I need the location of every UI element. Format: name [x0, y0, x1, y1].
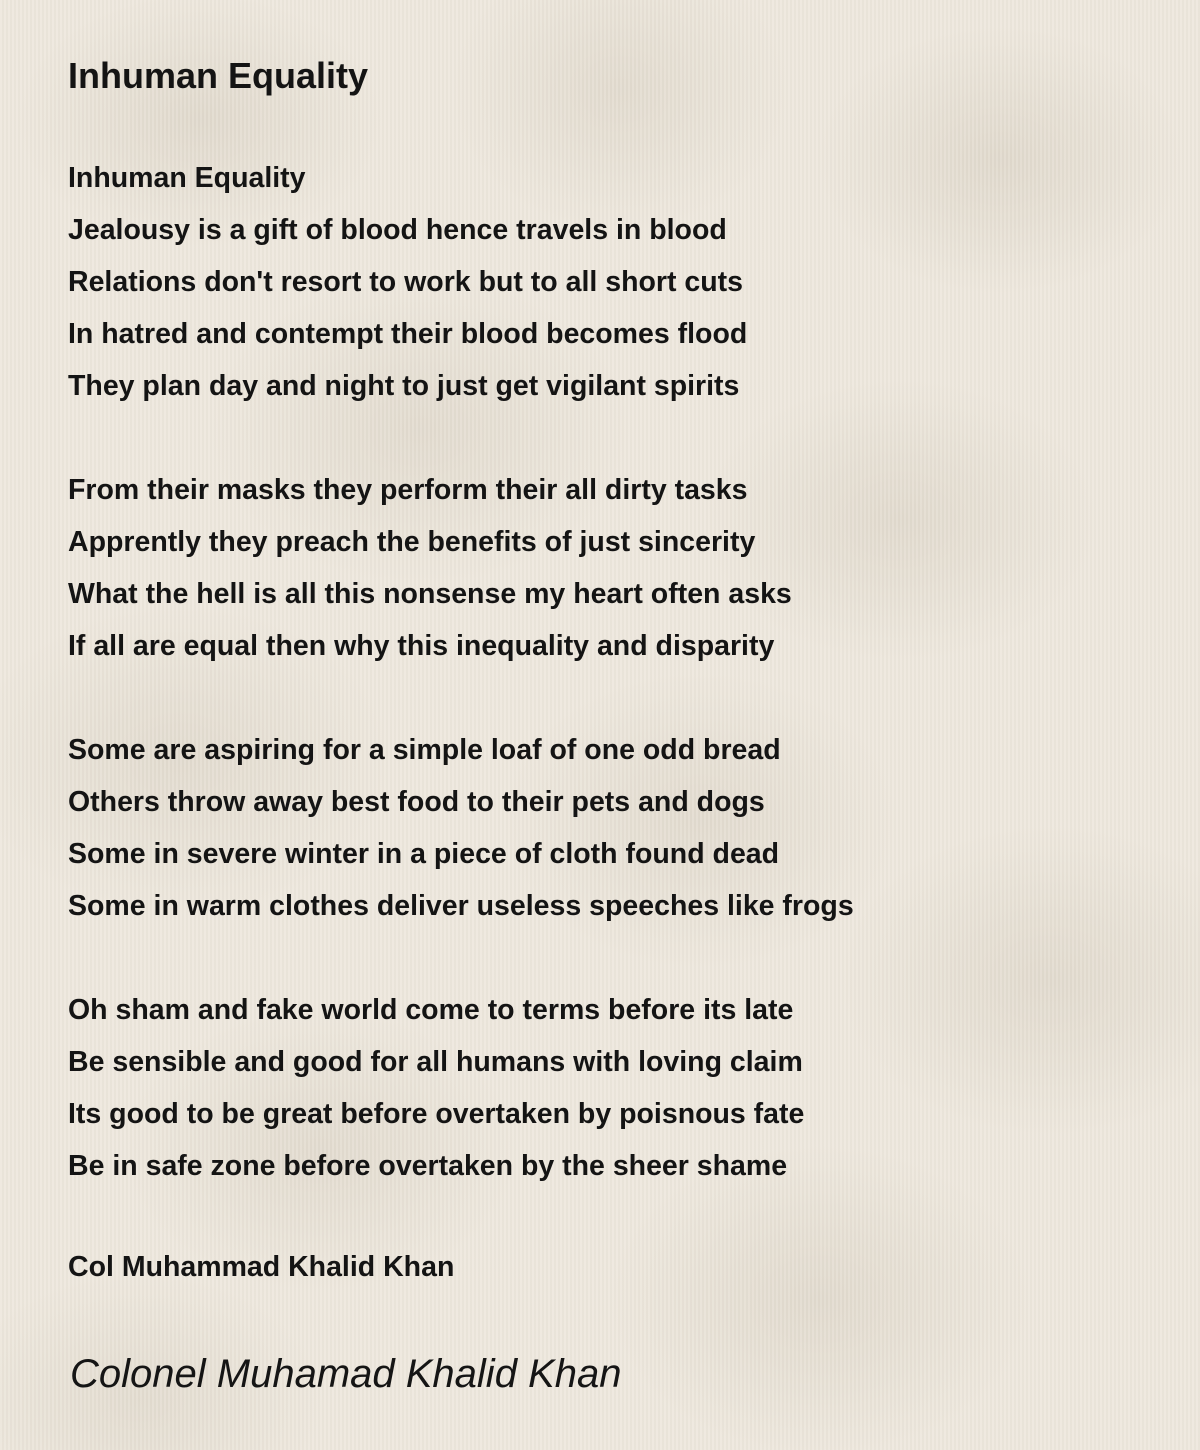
stanza-1 — [68, 204, 1148, 412]
poem-line: What the hell is all this nonsense my heart often asks — [68, 578, 792, 610]
poem-line: In hatred and contempt their blood becomes flood — [68, 318, 748, 350]
poem-line: From their masks they perform their all dirty tasks — [68, 474, 748, 506]
poem-line: Some in warm clothes deliver useless speeches like frogs — [68, 890, 854, 922]
poem-heading: Inhuman Equality — [68, 162, 306, 194]
poem-line: Relations don't resort to work but to all short cuts — [68, 266, 743, 298]
stanza-break — [68, 672, 1148, 724]
poem-line: Apprently they preach the benefits of just sincerity — [68, 526, 756, 558]
poem-line: They plan day and night to just get vigilant spirits — [68, 370, 740, 402]
stanza-3 — [68, 724, 1148, 932]
poem-line: Be sensible and good for all humans with loving claim — [68, 1046, 803, 1078]
poem-line: If all are equal then why this inequality and disparity — [68, 630, 775, 662]
poem-line: Be in safe zone before overtaken by the sheer shame — [68, 1150, 788, 1182]
poem-line: Oh sham and fake world come to terms before its late — [68, 994, 794, 1026]
poem-author: Col Muhammad Khalid Khan — [68, 1251, 455, 1283]
author-signature: Colonel Muhamad Khalid Khan — [70, 1352, 622, 1396]
poem-body — [68, 152, 1148, 1192]
stanza-2 — [68, 464, 1148, 672]
stanza-4 — [68, 984, 1148, 1192]
stanza-break — [68, 932, 1148, 984]
stanza-break — [68, 412, 1148, 464]
poem-line: Some are aspiring for a simple loaf of one odd bread — [68, 734, 781, 766]
poem-line: Some in severe winter in a piece of cloth found dead — [68, 838, 780, 870]
poem-line: Jealousy is a gift of blood hence travels in blood — [68, 214, 727, 246]
page-title: Inhuman Equality — [68, 55, 369, 96]
poem-line: Others throw away best food to their pets and dogs — [68, 786, 765, 818]
poem-line: Its good to be great before overtaken by poisnous fate — [68, 1098, 805, 1130]
